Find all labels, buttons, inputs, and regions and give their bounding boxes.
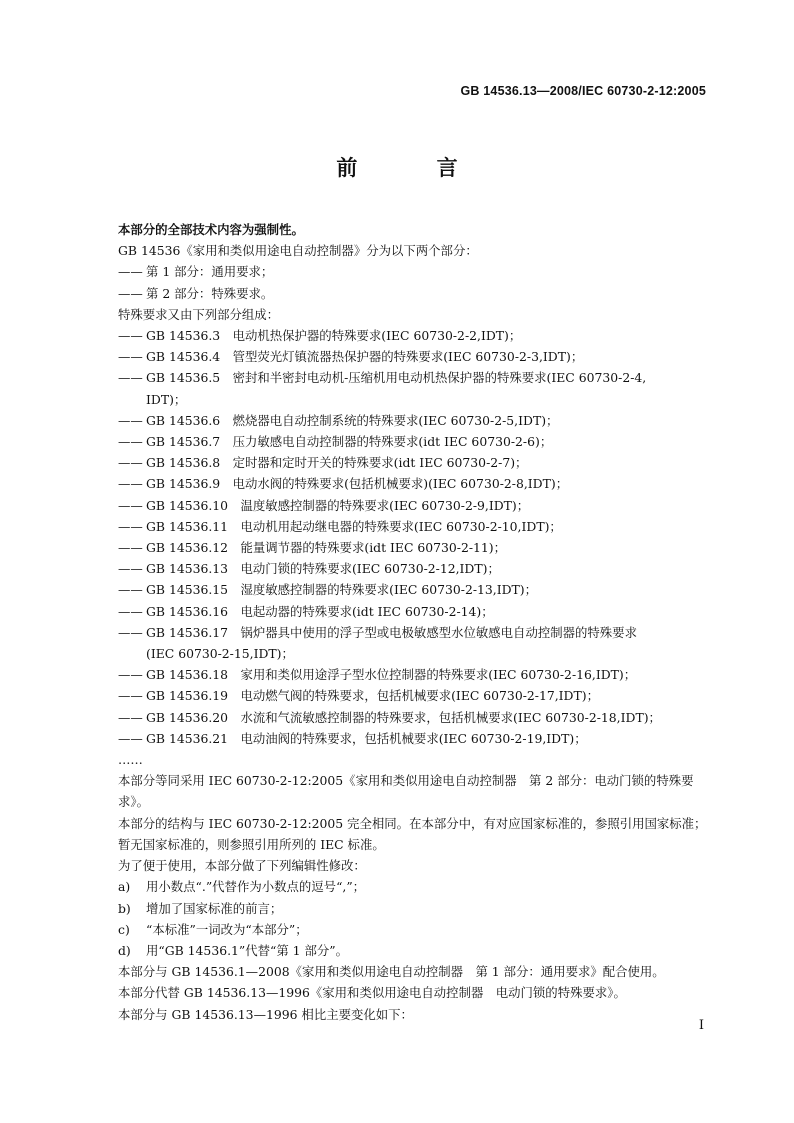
special-item: —— GB 14536.19 电动燃气阀的特殊要求，包括机械要求(IEC 60730-2-17,IDT)； (118, 688, 599, 704)
special-item: —— GB 14536.18 家用和类似用途浮子型水位控制器的特殊要求(IEC 60730-2-16,IDT)； (118, 667, 637, 683)
part-item: —— 第 2 部分：特殊要求。 (118, 283, 708, 304)
special-item: —— GB 14536.21 电动油阀的特殊要求，包括机械要求(IEC 60730-2-19,IDT)； (118, 730, 587, 746)
part-item: —— 第 1 部分：通用要求； (118, 261, 708, 282)
paragraph-edits-intro: 为了便于使用，本部分做了下列编辑性修改： (118, 858, 366, 874)
standard-code-header: GB 14536.13—2008/IEC 60730-2-12:2005 (460, 84, 706, 98)
page-title: 前 言 (336, 156, 494, 180)
special-item: —— GB 14536.16 电起动器的特殊要求(idt IEC 60730-2-14)； (118, 603, 494, 619)
page-number: I (698, 1018, 704, 1033)
special-item-continuation: IDT)； (146, 391, 187, 407)
special-item: —— GB 14536.6 燃烧器电自动控制系统的特殊要求(IEC 60730-2-5,IDT)； (118, 412, 559, 428)
special-item-continuation: (IEC 60730-2-15,IDT)； (146, 646, 294, 662)
special-item: —— GB 14536.9 电动水阀的特殊要求(包括机械要求)(IEC 60730-2-8,IDT)； (118, 476, 569, 492)
paragraph-adoption: 本部分等同采用 IEC 60730-2-12:2005《家用和类似用途电自动控制器 第 2 部分：电动门锁的特殊要求》。 (118, 773, 694, 810)
special-item: —— GB 14536.17 锅炉器具中使用的浮子型或电极敏感型水位敏感电自动控制器的特殊要求 (118, 624, 637, 640)
edit-item: d) 用“GB 14536.1”代替“第 1 部分”。 (118, 942, 349, 958)
ellipsis: …… (118, 752, 143, 768)
paragraph-replaces: 本部分代替 GB 14536.13—1996《家用和类似用途电自动控制器 电动门锁的特殊要求》。 (118, 985, 626, 1001)
special-item: —— GB 14536.20 水流和气流敏感控制器的特殊要求，包括机械要求(IEC 60730-2-18,IDT)； (118, 709, 661, 725)
dash-mark: —— (118, 285, 143, 301)
paragraph-changes-intro: 本部分与 GB 14536.13—1996 相比主要变化如下： (118, 1006, 413, 1022)
special-item: —— GB 14536.11 电动机用起动继电器的特殊要求(IEC 60730-2-10,IDT)； (118, 518, 562, 534)
special-item: —— GB 14536.13 电动门锁的特殊要求(IEC 60730-2-12,IDT)； (118, 561, 500, 577)
dash-mark: —— (118, 264, 143, 280)
paragraph-use-with: 本部分与 GB 14536.1—2008《家用和类似用途电自动控制器 第 1 部分：通用要求》配合使用。 (118, 964, 665, 980)
document-body (118, 219, 708, 1025)
edit-item: a) 用小数点“.”代替作为小数点的逗号“,”； (118, 879, 366, 895)
paragraph-structure: 本部分的结构与 IEC 60730-2-12:2005 完全相同。在本部分中，有对应国家标准的，参照引用国家标准；暂无国家标准的，则参照引用所列的 IEC 标准。 (118, 815, 707, 852)
edit-item: b) 增加了国家标准的前言； (118, 900, 283, 916)
special-item: —— GB 14536.15 湿度敏感控制器的特殊要求(IEC 60730-2-13,IDT)； (118, 582, 538, 598)
special-item: —— GB 14536.12 能量调节器的特殊要求(idt IEC 60730-2-11)； (118, 540, 507, 556)
special-item: —— GB 14536.3 电动机热保护器的特殊要求(IEC 60730-2-2,IDT)； (118, 328, 522, 344)
special-item: —— GB 14536.10 温度敏感控制器的特殊要求(IEC 60730-2-9,IDT)； (118, 497, 530, 513)
special-item: —— GB 14536.7 压力敏感电自动控制器的特殊要求(idt IEC 60730-2-6)； (118, 434, 553, 450)
special-intro: 特殊要求又由下列部分组成： (118, 306, 280, 322)
special-item: —— GB 14536.4 管型荧光灯镇流器热保护器的特殊要求(IEC 60730-2-3,IDT)； (118, 349, 584, 365)
special-item: —— GB 14536.8 定时器和定时开关的特殊要求(idt IEC 60730-2-7)； (118, 455, 528, 471)
mandatory-statement: 本部分的全部技术内容为强制性。 (118, 222, 304, 237)
intro-paragraph: GB 14536《家用和类似用途电自动控制器》分为以下两个部分： (118, 243, 478, 259)
special-item: —— GB 14536.5 密封和半密封电动机-压缩机用电动机热保护器的特殊要求(IEC 60730-2-4, (118, 370, 647, 386)
edit-item: c) “本标准”一词改为“本部分”； (118, 921, 308, 937)
